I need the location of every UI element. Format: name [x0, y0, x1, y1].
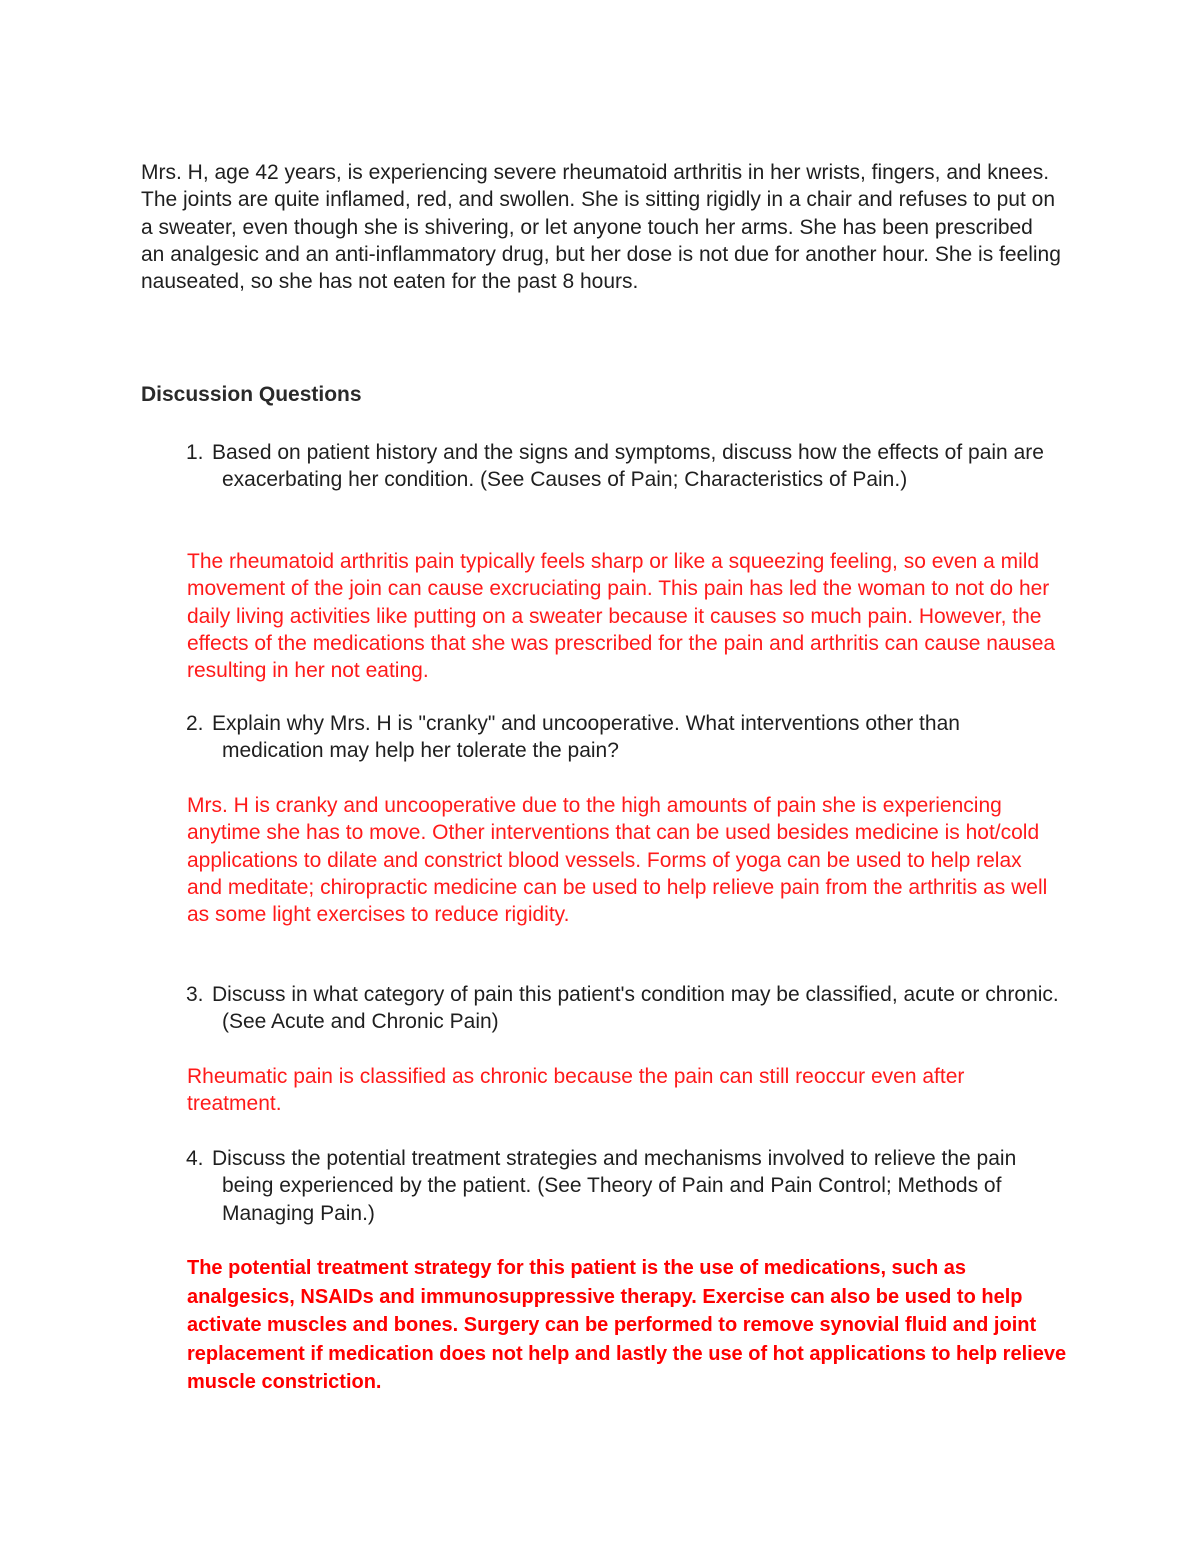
answer-1: The rheumatoid arthritis pain typically feels sharp or like a squeezing feeling, so even a mild movement of the join can cause excruciating pain. This pain has led the woman to not do her daily living activities like putting on a sweater because it causes so much pain. However, the effects of the medications that she was prescribed for the pain and arthritis can cause nausea resulting in her not eating.: [187, 550, 1056, 683]
discussion-heading: Discussion Questions: [141, 383, 362, 406]
question-text: Discuss the potential treatment strategies and mechanisms involved to relieve the pain being experienced by the patient. (See Theory of Pain and Pain Control; Methods of Managing Pain.): [212, 1147, 1017, 1225]
case-description: Mrs. H, age 42 years, is experiencing severe rheumatoid arthritis in her wrists, fingers, and knees. The joints are quite inflamed, red, and swollen. She is sitting rigidly in a chair and refuses to put on a sweater, even though she is shivering, or let anyone touch her arms. She has been prescribed an analgesic and an anti-inflammatory drug, but her dose is not due for another hour. She is feeling nauseated, so she has not eaten for the past 8 hours.: [141, 161, 1061, 294]
question-text: Based on patient history and the signs and symptoms, discuss how the effects of pain are exacerbating her condition. (See Causes of Pain; Characteristics of Pain.): [212, 441, 1044, 492]
question-number: 3.: [186, 983, 204, 1006]
answer-2: Mrs. H is cranky and uncooperative due to the high amounts of pain she is experiencing anytime she has to move. Other interventions that can be used besides medicine is hot/cold applications to dilate and constrict blood vessels. Forms of yoga can be used to help relax and meditate; chiropractic medicine can be used to help relieve pain from the arthritis as well as some light exercises to reduce rigidity.: [187, 794, 1048, 927]
question-number: 4.: [186, 1147, 204, 1170]
question-number: 2.: [186, 712, 204, 735]
question-text: Discuss in what category of pain this patient's condition may be classified, acute or chronic. (See Acute and Chronic Pain): [212, 983, 1059, 1034]
answer-4: The potential treatment strategy for this patient is the use of medications, such as analgesics, NSAIDs and immunosuppressive therapy. Exercise can also be used to help activate muscles and bones. Surgery can be performed to remove synovial fluid and joint replacement if medication does not help and lastly the use of hot applications to help relieve muscle constriction.: [187, 1257, 1067, 1394]
question-4: [186, 1145, 1066, 1227]
question-number: 1.: [186, 441, 204, 464]
question-2: [186, 710, 1066, 765]
question-3: [186, 981, 1066, 1036]
answer-3: Rheumatic pain is classified as chronic because the pain can still reoccur even after treatment.: [187, 1065, 965, 1116]
question-1: [186, 439, 1066, 494]
question-text: Explain why Mrs. H is "cranky" and uncooperative. What interventions other than medication may help her tolerate the pain?: [212, 712, 960, 763]
